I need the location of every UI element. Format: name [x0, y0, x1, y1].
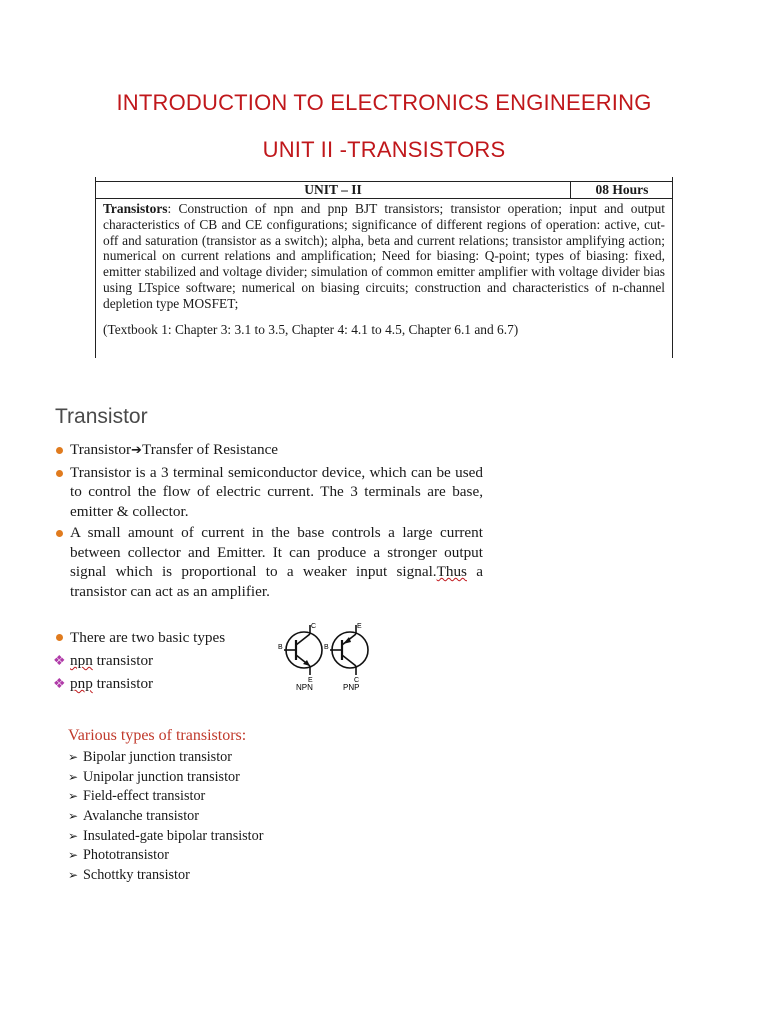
arrow-bullet-icon: ➢ [68, 828, 79, 843]
list-item-text: Schottky transistor [83, 867, 190, 884]
list-item [68, 866, 263, 886]
arrow-bullet-icon: ➢ [68, 848, 79, 863]
list-item-text: Unipolar junction transistor [83, 768, 240, 785]
syllabus-topic: Transistors [103, 201, 168, 216]
arrow-bullet-icon: ➢ [68, 789, 79, 804]
npn-c-label: C [311, 623, 317, 630]
bullet-item [55, 440, 483, 461]
pnp-symbol [324, 623, 368, 692]
arrow-bullet-icon: ➢ [68, 868, 79, 883]
bullet-text: Transistor is a 3 terminal semiconductor device, which can be used to control the flow of electric current. The 3 terminals are base, emitter & collector. [70, 463, 483, 520]
types-intro: There are two basic types [70, 629, 226, 646]
bullet-text-thus: Thus [436, 563, 467, 580]
various-types-list [68, 748, 263, 886]
list-item [68, 768, 263, 788]
npn-e-label: E [308, 677, 313, 684]
arrow-bullet-icon: ➢ [68, 750, 79, 764]
bullet-item [55, 463, 483, 522]
list-item [68, 787, 263, 807]
bullet-dot-icon [56, 470, 63, 477]
bullet-text: A small amount of current in the base controls a large current between collector and Emitter. It can produce a stronger output signal which is proportional to a weaker input signal. [70, 524, 483, 580]
list-item-text: Phototransistor [83, 847, 169, 864]
various-types-heading: Various types of transistors: [68, 727, 247, 744]
pnp-c-label: C [354, 677, 360, 684]
list-item-text: Field-effect transistor [83, 788, 206, 805]
bullet-dot-icon [56, 634, 63, 641]
pnp-b-label: B [324, 644, 329, 651]
bullet-item [55, 523, 483, 601]
npn-label: npn transistor [70, 652, 154, 669]
pnp-label: pnp transistor [70, 675, 154, 692]
list-item [68, 807, 263, 827]
npn-symbol [278, 623, 322, 692]
list-item-text: Bipolar junction transistor [83, 749, 232, 765]
syllabus-text: : Construction of npn and pnp BJT transistors; transistor operation; input and output characteristics of CB and CE configurations; significance of different regions of operation: active, cut-off and saturation (transistor as a switch); alpha, beta and current relations; transistor amplifying action; numerical on current relations and amplification; Need for biasing: Q-point; types of biasing: fixed, emitter stabilized and voltage divider; simulation of common emitter amplifier with voltage divider bias using LTspice software; numerical on biasing circuits; construction and characteristics of n-channel depletion type MOSFET; [103, 201, 665, 311]
syllabus-table [95, 177, 673, 358]
bullet-text-pre: Transistor [70, 441, 132, 458]
bullet-dot-icon [56, 447, 63, 454]
list-item-text: Avalanche transistor [83, 808, 199, 825]
arrow-bullet-icon: ➢ [68, 809, 79, 824]
pnp-e-label: E [357, 623, 362, 630]
transistor-symbols-diagram [270, 620, 380, 692]
transistor-bullets [55, 440, 483, 603]
syllabus-header [96, 181, 672, 199]
list-item [68, 827, 263, 847]
npn-caption: NPN [296, 683, 313, 692]
section-heading: Transistor [55, 405, 148, 428]
bullet-dot-icon [56, 530, 63, 537]
npn-b-label: B [278, 644, 283, 651]
pnp-caption: PNP [343, 683, 360, 692]
document-title: INTRODUCTION TO ELECTRONICS ENGINEERING [116, 90, 652, 115]
unit-title: UNIT II -TRANSISTORS [262, 137, 506, 162]
diamond-bullet-icon: ❖ [53, 654, 66, 669]
right-arrow-icon: ➔ [131, 443, 142, 458]
list-item [68, 748, 263, 768]
hours-label: 08 Hours [595, 182, 649, 197]
bullet-text-post: Transfer of Resistance [141, 441, 279, 458]
list-item [68, 846, 263, 866]
diamond-bullet-icon: ❖ [53, 677, 66, 692]
unit-label: UNIT – II [96, 182, 571, 198]
textbook-reference: (Textbook 1: Chapter 3: 3.1 to 3.5, Chapter 4: 4.1 to 4.5, Chapter 6.1 and 6.7) [103, 322, 519, 337]
syllabus-content [103, 201, 665, 312]
arrow-bullet-icon: ➢ [68, 769, 79, 784]
bullet-text-post: a transistor can act as an amplifier. [70, 563, 483, 600]
list-item-text: Insulated-gate bipolar transistor [83, 827, 264, 844]
